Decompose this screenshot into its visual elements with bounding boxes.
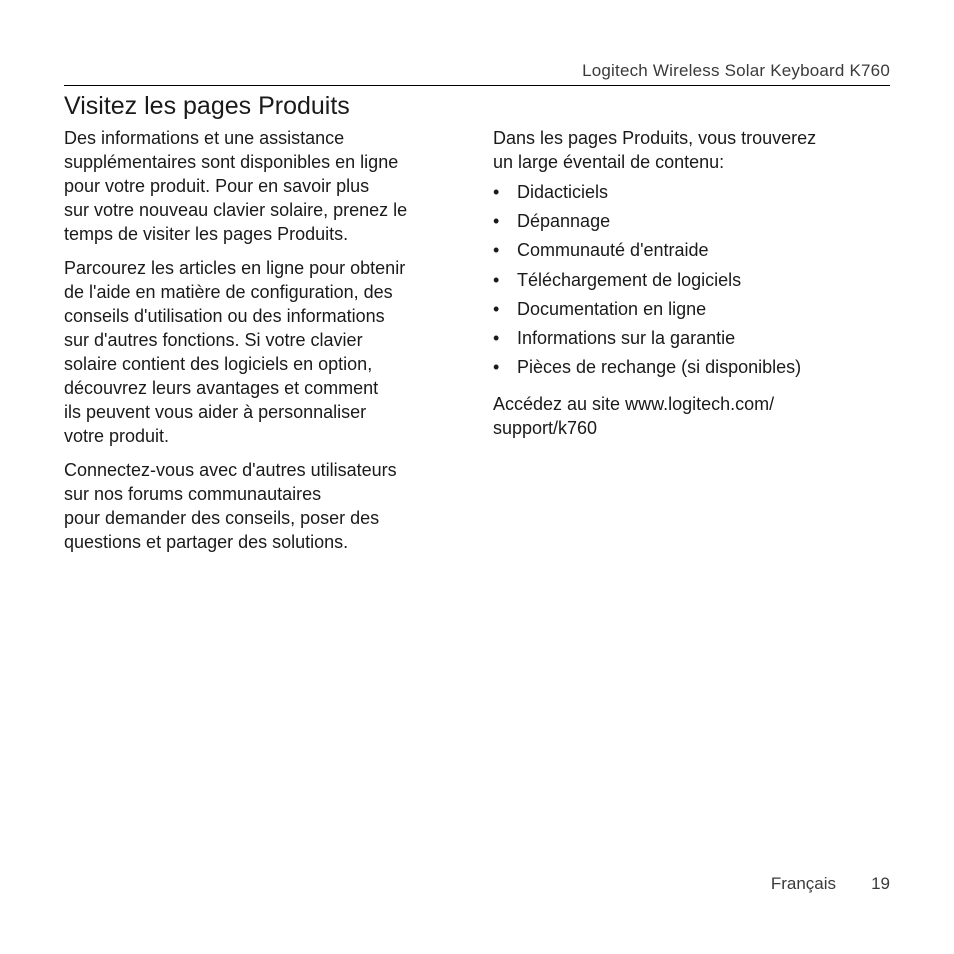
list-item — [493, 266, 893, 295]
list-item — [493, 207, 893, 236]
list-item-label: Dépannage — [517, 211, 611, 232]
content-list — [493, 178, 893, 382]
list-item-label: Pièces de rechange (si disponibles) — [517, 357, 802, 378]
content-intro: Dans les pages Produits, vous trouverez un large éventail de contenu: — [493, 128, 817, 172]
footer-language: Français — [770, 874, 836, 893]
list-item-label: Didacticiels — [517, 182, 609, 202]
bullet-dot: • — [493, 357, 500, 378]
paragraph-intro: Des informations et une assistance supplémentaires sont disponibles en ligne pour votre produit. Pour en savoir plus sur votre nouveau clavier solaire, prenez le temps de visiter les pages Produits. — [64, 128, 408, 244]
bullet-dot: • — [493, 328, 500, 349]
list-item-label: Informations sur la garantie — [517, 328, 736, 349]
list-item — [493, 324, 893, 353]
paragraph-articles: Parcourez les articles en ligne pour obtenir de l'aide en matière de configuration, des conseils d'utilisation ou des informations sur d'autres fonctions. Si votre clavier solaire contient des logiciels en option, découvrez leurs avantages et comment ils peuvent vous aider à personnaliser votre produit. — [64, 258, 406, 446]
bullet-dot: • — [493, 182, 500, 202]
left-column — [64, 126, 464, 554]
page-heading: Visitez les pages Produits — [64, 92, 350, 120]
support-url-text: Accédez au site www.logitech.com/ support/k760 — [493, 394, 775, 439]
list-item — [493, 178, 893, 207]
list-item — [493, 295, 893, 324]
list-item-label: Téléchargement de logiciels — [517, 269, 742, 290]
paragraph-forums: Connectez-vous avec d'autres utilisateurs sur nos forums communautaires pour demander des conseils, poser des questions et partager des solutions. — [64, 460, 397, 552]
bullet-dot: • — [493, 269, 500, 290]
bullet-dot: • — [493, 211, 500, 232]
page-number: 19 — [871, 874, 890, 893]
header-rule — [64, 85, 890, 86]
header-title: Logitech Wireless Solar Keyboard K760 — [582, 61, 890, 80]
list-item — [493, 236, 893, 265]
bullet-dot: • — [493, 240, 500, 261]
list-item-label: Communauté d'entraide — [517, 240, 709, 261]
list-item — [493, 353, 893, 382]
right-column — [493, 126, 893, 440]
list-item-label: Documentation en ligne — [517, 298, 707, 319]
bullet-dot: • — [493, 298, 500, 319]
